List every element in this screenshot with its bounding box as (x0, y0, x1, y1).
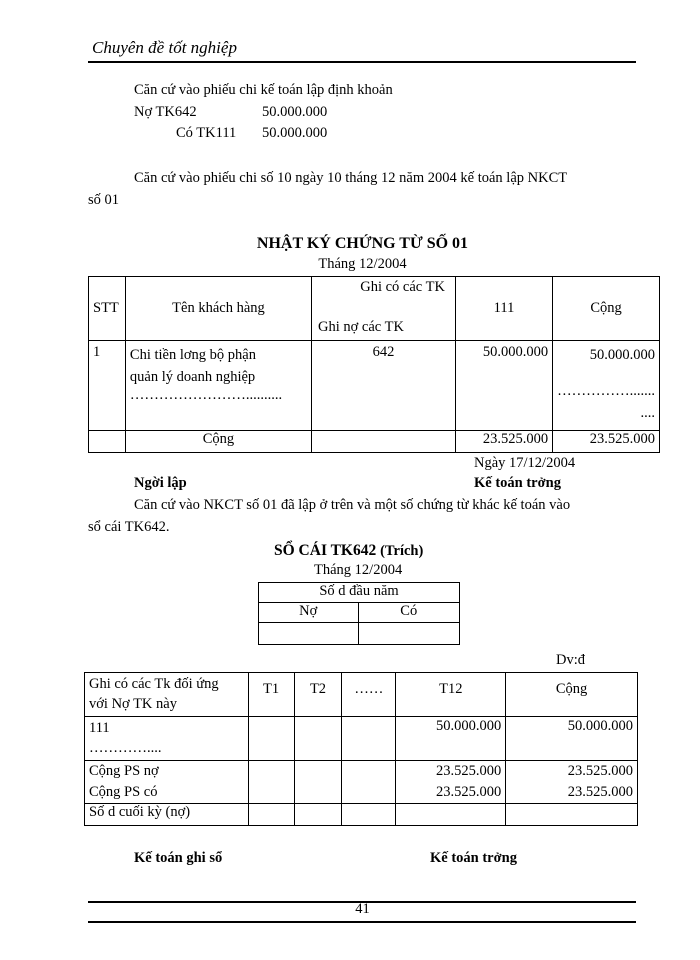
opening-balance-table (258, 582, 460, 645)
header-rule (88, 61, 636, 63)
opening-credit-header: Có (358, 603, 460, 623)
paragraph-line: Căn cứ vào NKCT số 01 đã lập ở trên và một số chứng từ khác kế toán vào (134, 497, 571, 513)
sum-label: Cộng (125, 431, 311, 453)
journal-sum-row (89, 431, 660, 453)
journal-table (88, 276, 660, 453)
header-accounts (312, 277, 456, 341)
document-header: Chuyên đề tốt nghiệp (92, 38, 237, 57)
header-contra-line: với Nợ TK này (89, 696, 177, 712)
sum-total: 23.525.000 (553, 431, 660, 453)
paragraph-line: số 01 (88, 192, 120, 208)
row-ps-labels (85, 761, 249, 804)
signature-creator: Ngời lập (134, 475, 187, 491)
journal-subtitle: Tháng 12/2004 (318, 256, 407, 272)
paragraph-line: sổ cái TK642. (88, 519, 170, 535)
unit-label: Dv:đ (556, 652, 585, 668)
row-amount: 50.000.000 (455, 341, 552, 431)
opening-label: Số d đầu năm (259, 583, 460, 603)
page-number: 41 (355, 901, 370, 917)
header-dots: …… (342, 673, 396, 717)
table-row (85, 804, 638, 826)
table-row (85, 761, 638, 804)
header-credit-accounts: Ghi có các TK (360, 279, 445, 295)
row-total-dots: ……………....... (557, 383, 655, 399)
header-total: Cộng (506, 673, 638, 717)
ledger-title-main: SỔ CÁI TK642 (274, 542, 377, 559)
ledger-title (274, 542, 423, 560)
header-stt: STT (89, 277, 126, 341)
row-debit-label: Cộng PS nợ (89, 763, 159, 779)
journal-header-row (89, 277, 660, 341)
row-credit-label: Cộng PS có (89, 784, 158, 800)
sum-amount: 23.525.000 (455, 431, 552, 453)
entry-intro: Căn cứ vào phiếu chi kế toán lập định khoản (134, 82, 393, 98)
row-credit-t12: 23.525.000 (435, 784, 502, 800)
row-account: 642 (312, 341, 456, 431)
header-contra-account (85, 673, 249, 717)
journal-title: NHẬT KÝ CHỨNG TỪ SỐ 01 (256, 235, 469, 252)
signature-bookkeeper: Kế toán ghi sổ (134, 850, 223, 866)
row-description (125, 341, 311, 431)
opening-credit-value (358, 623, 460, 645)
row-account (85, 717, 249, 761)
ledger-title-suffix: (Trích) (380, 543, 424, 559)
row-total-value: 50.000.000 (589, 347, 655, 363)
row-desc-dots: …………………….......... (129, 387, 283, 403)
table-row (85, 717, 638, 761)
header-t1: T1 (248, 673, 294, 717)
credit-amount: 50.000.000 (262, 125, 328, 141)
row-total: 50.000.000 (506, 717, 638, 761)
header-customer: Tên khách hàng (125, 277, 311, 341)
opening-debit-value (259, 623, 359, 645)
row-ps-total (506, 761, 638, 804)
row-account-number: 111 (89, 720, 110, 736)
credit-label: Có TK111 (176, 125, 237, 141)
row-desc-line: quản lý doanh nghiệp (129, 369, 256, 385)
row-debit-t12: 23.525.000 (435, 763, 502, 779)
signature-chief-accountant: Kế toán trởng (430, 850, 517, 866)
row-desc-line: Chi tiền lơng bộ phận (129, 347, 256, 363)
row-total (553, 341, 660, 431)
row-stt: 1 (89, 341, 126, 431)
row-closing-label: Số d cuối kỳ (nợ) (85, 804, 249, 826)
footer-rule (88, 921, 636, 923)
debit-amount: 50.000.000 (262, 104, 328, 120)
ledger-subtitle: Tháng 12/2004 (314, 562, 403, 578)
row-account-dots: ………….... (89, 740, 162, 756)
row-credit-total: 23.525.000 (567, 784, 633, 800)
debit-label: Nợ TK642 (134, 104, 197, 120)
row-total-dots: .... (640, 405, 655, 421)
ledger-header-row (85, 673, 638, 717)
signature-chief-accountant: Kế toán trởng (474, 475, 561, 491)
header-contra-line: Ghi có các Tk đối ứng (89, 676, 219, 692)
table-row (89, 341, 660, 431)
header-acc111: 111 (455, 277, 552, 341)
row-t12: 50.000.000 (396, 717, 506, 761)
ledger-table (84, 672, 638, 826)
header-t12: T12 (396, 673, 506, 717)
header-debit-accounts: Ghi nợ các TK (318, 319, 404, 335)
row-ps-t12 (396, 761, 506, 804)
header-t2: T2 (294, 673, 342, 717)
paragraph-line: Căn cứ vào phiếu chi số 10 ngày 10 tháng 12 năm 2004 kế toán lập NKCT (134, 170, 568, 186)
header-total: Cộng (553, 277, 660, 341)
opening-debit-header: Nợ (259, 603, 359, 623)
signature-date: Ngày 17/12/2004 (474, 455, 576, 471)
row-debit-total: 23.525.000 (567, 763, 633, 779)
